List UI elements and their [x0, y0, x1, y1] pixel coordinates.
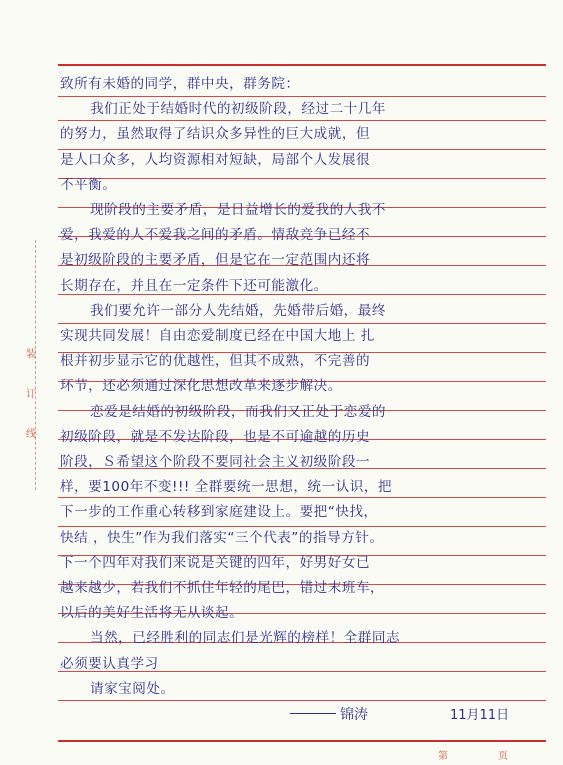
text-line: 我们正处于结婚时代的初级阶段，经过二十几年 [90, 101, 386, 118]
binding-margin [22, 240, 38, 490]
binding-dashed-line [35, 240, 36, 490]
salutation: 致所有未婚的同学，群中央，群务院： [60, 76, 300, 92]
signature-dash [290, 713, 336, 714]
text-line: 不平衡。 [60, 176, 117, 193]
text-line: 爱，我爱的人不爱我之间的矛盾。情敌竞争已经不 [60, 227, 371, 244]
text-line: 长期存在，并且在一定条件下还可能激化。 [60, 277, 328, 294]
margin-mark: 线 [26, 429, 36, 440]
text-line: 根并初步显示它的优越性，但其不成熟，不完善的 [60, 353, 371, 370]
bottom-rule [58, 740, 546, 742]
letter-date: 11月11日 [450, 708, 510, 723]
text-line: 下一步的工作重心转移到家庭建设上。要把“快找， [60, 504, 378, 521]
signature: 锦涛 [340, 707, 368, 723]
text-line: 环节，还必须通过深化思想改革来逐步解决。 [60, 378, 342, 395]
text-line: 恋爱是结婚的初级阶段，而我们又正处于恋爱的 [90, 403, 386, 420]
margin-mark: 订 [26, 389, 36, 400]
text-line: 当然，已经胜利的同志们是光辉的榜样！全群同志 [90, 630, 401, 647]
text-line: 快结 ，快生”作为我们落实“三个代表”的指导方针。 [60, 529, 384, 546]
text-line: 我们要允许一部分人先结婚，先婚带后婚，最终 [90, 302, 386, 319]
text-line: 越来越少，若我们不抓住年轻的尾巴，错过末班车， [60, 580, 385, 596]
text-line: 的努力，虽然取得了结识众多异性的巨大成就，但 [60, 126, 371, 143]
text-line: 是人口众多，人均资源相对短缺，局部个人发展很 [60, 151, 371, 168]
text-line: 初级阶段，就是不发达阶段，也是不可逾越的历史 [60, 428, 371, 445]
page-number-prefix: 第 [438, 751, 448, 762]
margin-mark: 装 [26, 349, 36, 360]
text-line: 样，要100年不变!!! 全群要统一思想，统一认识，把 [60, 479, 392, 496]
text-line: 实现共同发展！自由恋爱制度已经在中国大地上 扎 [60, 328, 375, 344]
text-line: 阶段，Ｓ希望这个阶段不要同社会主义初级阶段一 [60, 454, 371, 470]
top-rule [58, 64, 546, 66]
text-line: 必须要认真学习 [60, 655, 159, 672]
text-line: 请家宝阅处。 [90, 680, 175, 697]
text-line: 以后的美好生活将无从谈起。 [60, 605, 244, 622]
text-line: 现阶段的主要矛盾，是日益增长的爱我的人我不 [90, 202, 386, 218]
text-line: 是初级阶段的主要矛盾，但是它在一定范围内还将 [60, 252, 371, 269]
text-line: 下一个四年对我们来说是关键的四年，好男好女已 [60, 554, 371, 571]
page-number-suffix: 页 [498, 751, 508, 762]
